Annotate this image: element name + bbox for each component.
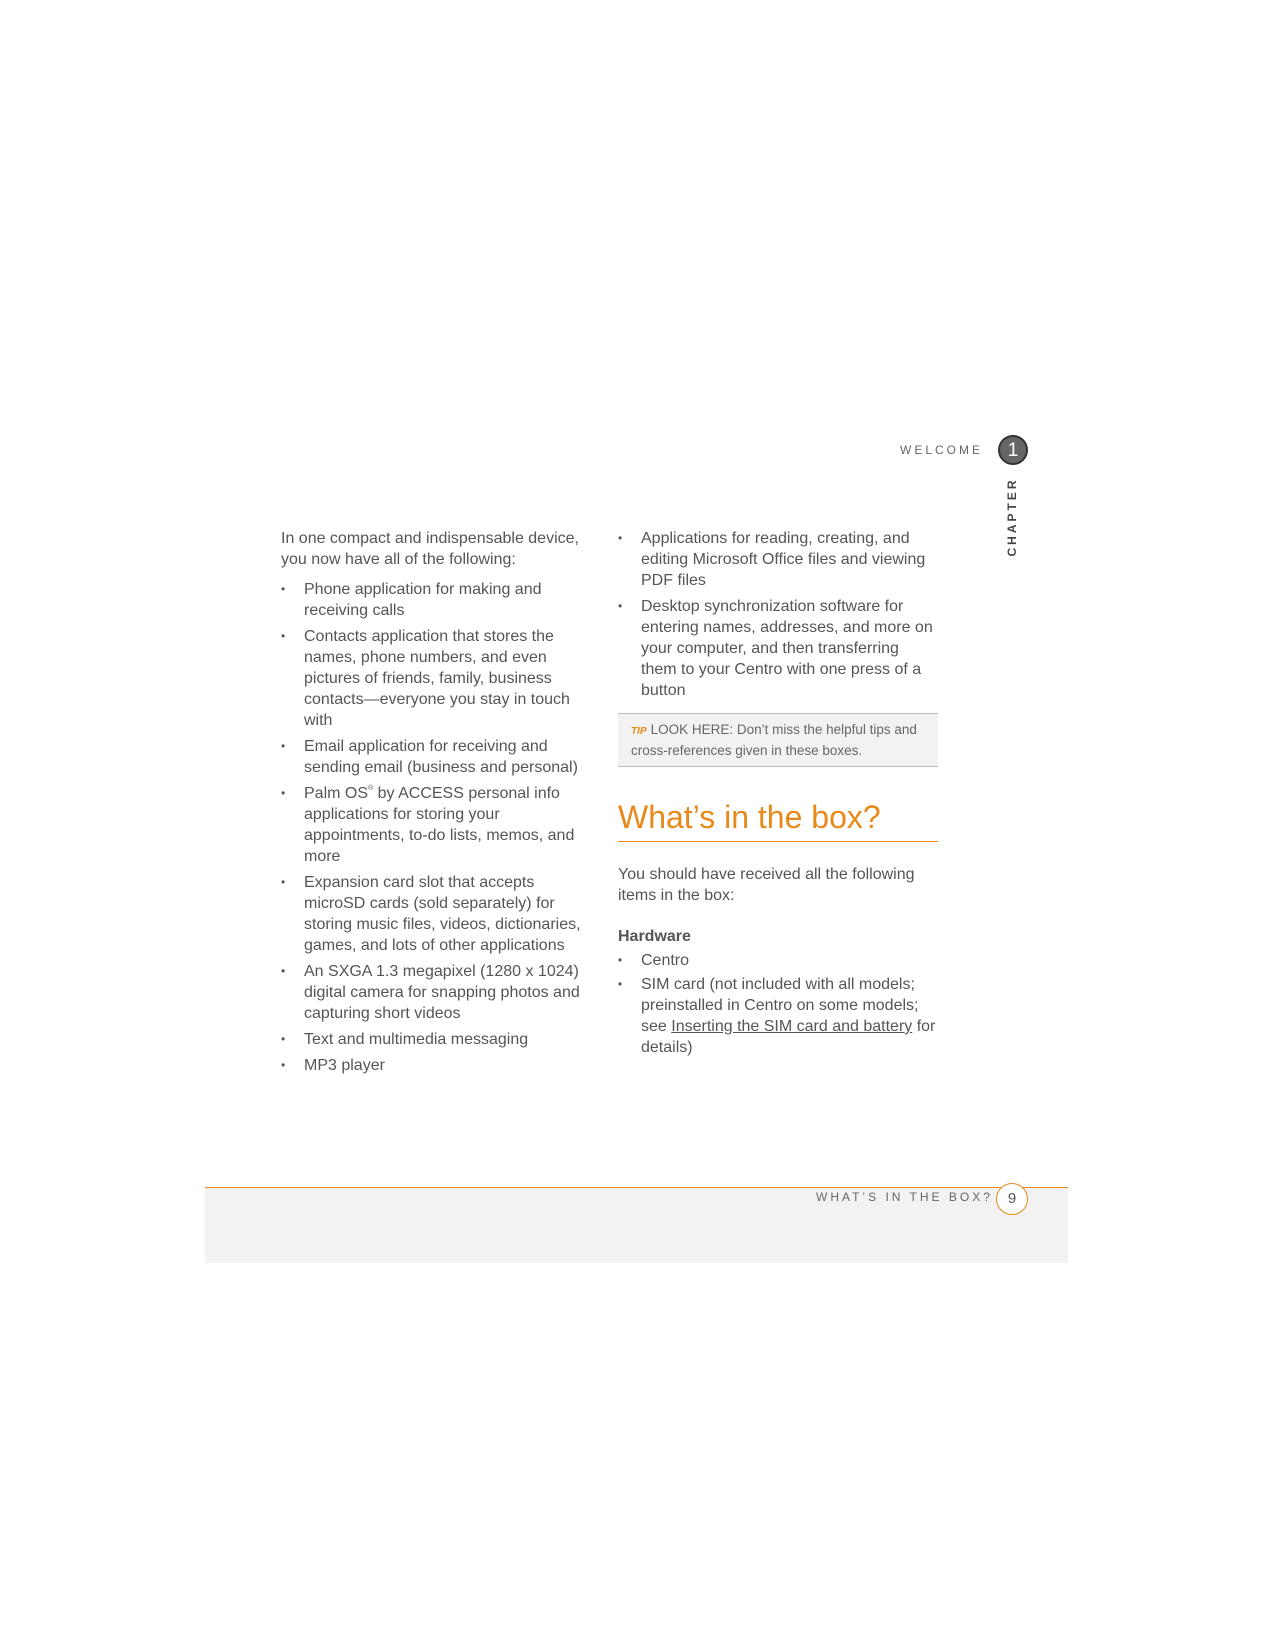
registered-mark: ® bbox=[368, 785, 374, 792]
list-item: • Applications for reading, creating, and editing Microsoft Office files and viewing PDF files bbox=[618, 528, 938, 591]
list-item: • Desktop synchronization software for entering names, addresses, and more on your computer, and then transferring them to your Centro with one press of a button bbox=[618, 596, 938, 701]
list-item: • Contacts application that stores the names, phone numbers, and even pictures of friends, family, business contacts—everyone you stay in touch with bbox=[281, 626, 599, 731]
right-column bbox=[618, 528, 938, 1061]
page-number-badge: 9 bbox=[996, 1183, 1028, 1215]
list-item bbox=[281, 783, 599, 867]
chapter-label: CHAPTER bbox=[1005, 477, 1019, 557]
item-text: SIM card (not included with all models; preinstalled in Centro on some models; see bbox=[641, 976, 919, 1035]
list-item: • MP3 player bbox=[281, 1055, 599, 1076]
features-list-continued bbox=[618, 528, 938, 701]
left-column bbox=[281, 528, 599, 1081]
tip-box bbox=[618, 713, 938, 767]
list-item: • An SXGA 1.3 megapixel (1280 x 1024) digital camera for snapping photos and capturing short videos bbox=[281, 961, 599, 1024]
running-header-section: WELCOME bbox=[900, 443, 984, 457]
hardware-list bbox=[618, 950, 938, 1058]
list-item bbox=[618, 974, 938, 1058]
list-item: • Text and multimedia messaging bbox=[281, 1029, 599, 1050]
tip-label: TIP bbox=[631, 726, 647, 737]
section-intro: You should have received all the following items in the box: bbox=[618, 866, 915, 904]
item-text: Palm OS bbox=[304, 785, 369, 802]
item-text: by ACCESS personal info applications for storing your appointments, to-do lists, memos, and more bbox=[304, 785, 575, 865]
features-list bbox=[281, 579, 599, 1076]
list-item: • Expansion card slot that accepts microSD cards (sold separately) for storing music files, videos, dictionaries, games, and lots of other applications bbox=[281, 872, 599, 956]
intro-paragraph: In one compact and indispensable device, you now have all of the following: bbox=[281, 530, 579, 568]
running-footer-title: WHAT’S IN THE BOX? bbox=[816, 1190, 993, 1204]
list-item: • Centro bbox=[618, 950, 938, 971]
cross-reference-link[interactable]: Inserting the SIM card and battery bbox=[671, 1018, 913, 1035]
item-text: for details) bbox=[641, 1018, 936, 1056]
list-item: • Email application for receiving and sending email (business and personal) bbox=[281, 736, 599, 778]
tip-text: LOOK HERE: Don’t miss the helpful tips and cross-references given in these boxes. bbox=[631, 722, 917, 758]
section-title: What’s in the box? bbox=[618, 797, 938, 842]
chapter-number-badge: 1 bbox=[998, 435, 1028, 465]
list-item: • Phone application for making and receiving calls bbox=[281, 579, 599, 621]
hardware-heading: Hardware bbox=[618, 928, 691, 945]
